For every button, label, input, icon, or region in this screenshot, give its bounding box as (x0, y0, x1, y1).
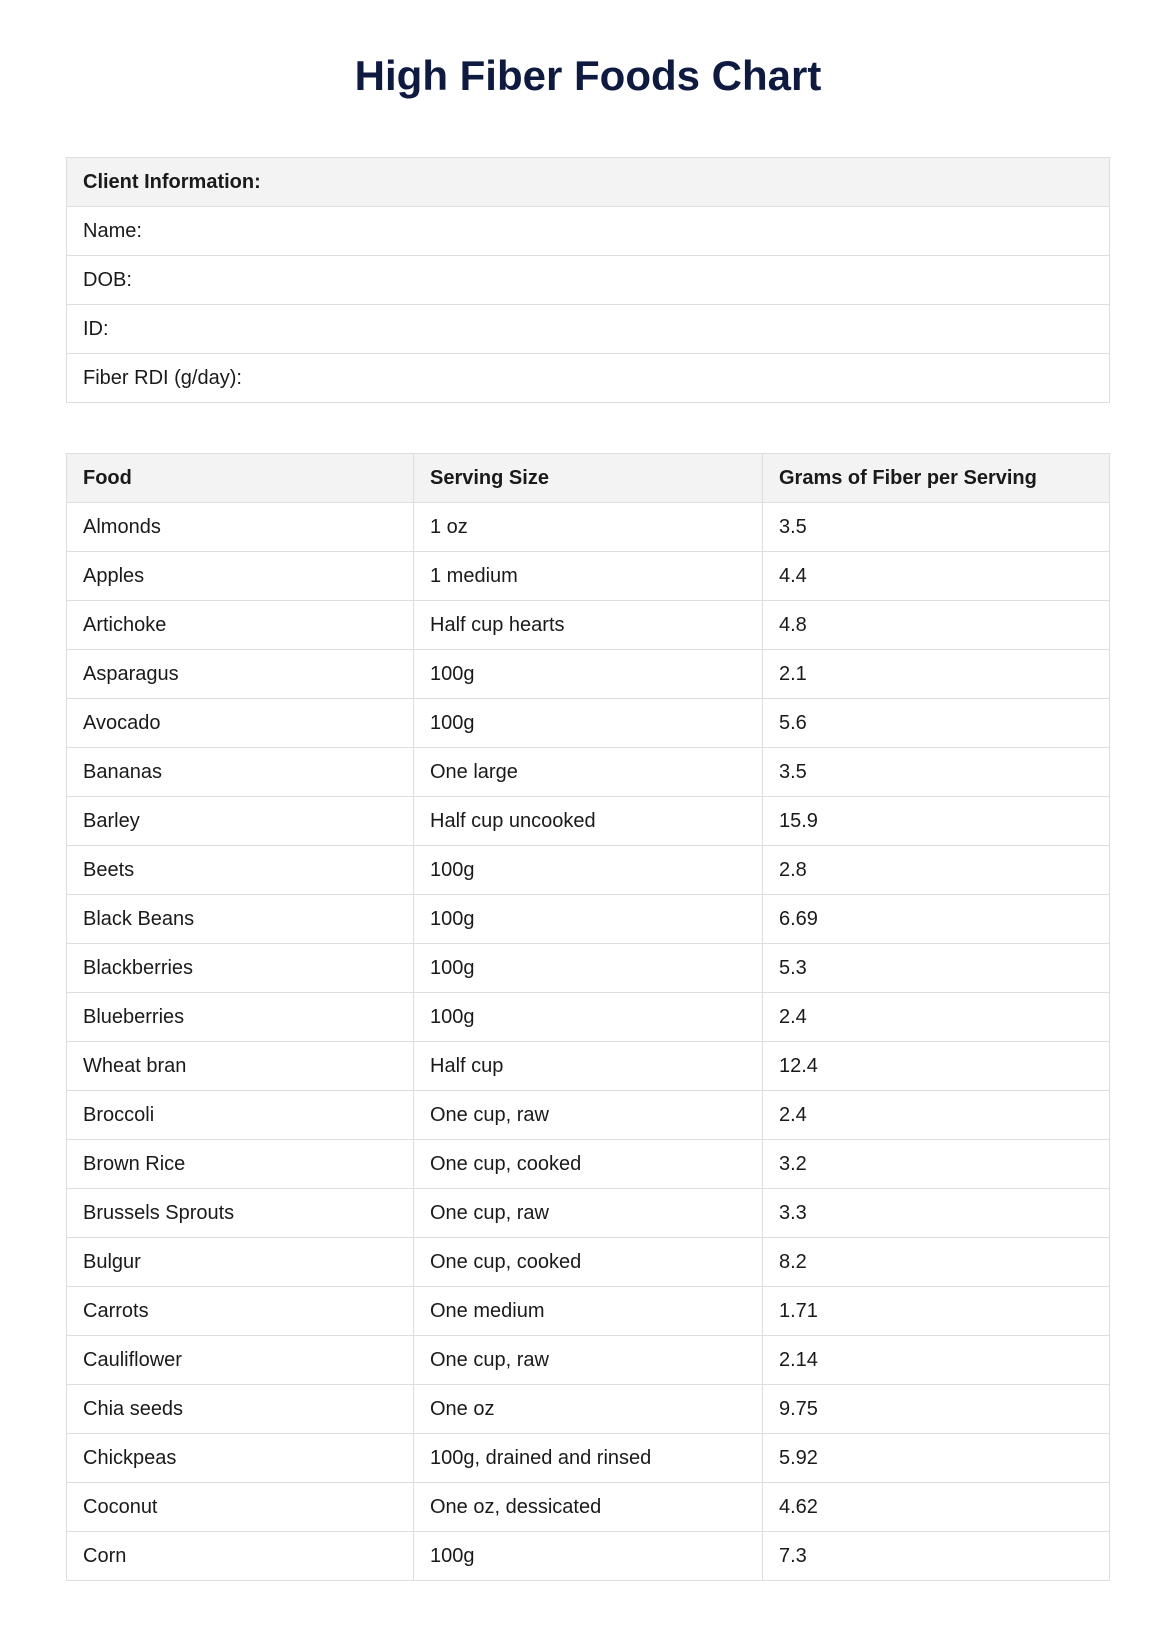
food-name: Coconut (67, 1483, 414, 1532)
fiber-grams: 2.4 (763, 1091, 1110, 1140)
fiber-grams: 2.8 (763, 846, 1110, 895)
serving-size: Half cup hearts (414, 601, 763, 650)
table-row (67, 552, 1110, 601)
fiber-grams: 6.69 (763, 895, 1110, 944)
serving-size: Half cup uncooked (414, 797, 763, 846)
serving-size: One cup, cooked (414, 1238, 763, 1287)
food-name: Asparagus (67, 650, 414, 699)
table-row (67, 1483, 1110, 1532)
fiber-grams: 4.62 (763, 1483, 1110, 1532)
fiber-grams: 4.8 (763, 601, 1110, 650)
food-name: Blackberries (67, 944, 414, 993)
serving-size: One medium (414, 1287, 763, 1336)
client-info-table (66, 157, 1110, 403)
table-row (67, 601, 1110, 650)
table-row (67, 1434, 1110, 1483)
fiber-grams: 5.6 (763, 699, 1110, 748)
serving-size: 1 medium (414, 552, 763, 601)
serving-size: 100g (414, 1532, 763, 1581)
column-header-serving-size: Serving Size (414, 454, 763, 503)
table-row (67, 1385, 1110, 1434)
table-row (67, 1532, 1110, 1581)
client-field-name[interactable]: Name: (67, 207, 1110, 256)
food-name: Cauliflower (67, 1336, 414, 1385)
food-name: Chickpeas (67, 1434, 414, 1483)
food-name: Bulgur (67, 1238, 414, 1287)
food-name: Carrots (67, 1287, 414, 1336)
table-row (67, 797, 1110, 846)
serving-size: Half cup (414, 1042, 763, 1091)
table-row (67, 1042, 1110, 1091)
serving-size: 100g (414, 993, 763, 1042)
food-name: Corn (67, 1532, 414, 1581)
serving-size: One oz (414, 1385, 763, 1434)
client-field-id[interactable]: ID: (67, 305, 1110, 354)
serving-size: One cup, raw (414, 1336, 763, 1385)
table-row (67, 944, 1110, 993)
food-name: Apples (67, 552, 414, 601)
food-name: Avocado (67, 699, 414, 748)
fiber-grams: 2.4 (763, 993, 1110, 1042)
table-row (67, 993, 1110, 1042)
fiber-foods-table (66, 453, 1110, 1581)
serving-size: 100g, drained and rinsed (414, 1434, 763, 1483)
fiber-grams: 5.3 (763, 944, 1110, 993)
food-name: Black Beans (67, 895, 414, 944)
serving-size: 100g (414, 846, 763, 895)
column-header-food: Food (67, 454, 414, 503)
serving-size: One large (414, 748, 763, 797)
fiber-grams: 12.4 (763, 1042, 1110, 1091)
column-header-fiber-grams: Grams of Fiber per Serving (763, 454, 1110, 503)
table-row (67, 1091, 1110, 1140)
client-field-fiber-rdi[interactable]: Fiber RDI (g/day): (67, 354, 1110, 403)
fiber-grams: 1.71 (763, 1287, 1110, 1336)
serving-size: One cup, raw (414, 1189, 763, 1238)
serving-size: 100g (414, 699, 763, 748)
fiber-grams: 9.75 (763, 1385, 1110, 1434)
fiber-grams: 2.14 (763, 1336, 1110, 1385)
table-row (67, 1189, 1110, 1238)
page-title: High Fiber Foods Chart (354, 52, 822, 99)
serving-size: 1 oz (414, 503, 763, 552)
food-name: Wheat bran (67, 1042, 414, 1091)
serving-size: One cup, cooked (414, 1140, 763, 1189)
fiber-grams: 5.92 (763, 1434, 1110, 1483)
table-row (67, 1336, 1110, 1385)
serving-size: 100g (414, 650, 763, 699)
fiber-grams: 4.4 (763, 552, 1110, 601)
table-row (67, 503, 1110, 552)
food-name: Brussels Sprouts (67, 1189, 414, 1238)
fiber-grams: 3.5 (763, 503, 1110, 552)
client-info-header: Client Information: (67, 158, 1110, 207)
table-row (67, 1287, 1110, 1336)
table-row (67, 650, 1110, 699)
serving-size: 100g (414, 944, 763, 993)
food-name: Barley (67, 797, 414, 846)
food-name: Brown Rice (67, 1140, 414, 1189)
table-row (67, 748, 1110, 797)
table-row (67, 699, 1110, 748)
table-row (67, 1238, 1110, 1287)
table-row (67, 1140, 1110, 1189)
food-name: Artichoke (67, 601, 414, 650)
food-name: Bananas (67, 748, 414, 797)
client-field-dob[interactable]: DOB: (67, 256, 1110, 305)
food-name: Almonds (67, 503, 414, 552)
food-name: Beets (67, 846, 414, 895)
serving-size: One cup, raw (414, 1091, 763, 1140)
fiber-grams: 3.3 (763, 1189, 1110, 1238)
table-row (67, 895, 1110, 944)
fiber-grams: 3.2 (763, 1140, 1110, 1189)
fiber-grams: 15.9 (763, 797, 1110, 846)
table-row (67, 846, 1110, 895)
serving-size: 100g (414, 895, 763, 944)
serving-size: One oz, dessicated (414, 1483, 763, 1532)
fiber-grams: 7.3 (763, 1532, 1110, 1581)
food-name: Blueberries (67, 993, 414, 1042)
fiber-grams: 2.1 (763, 650, 1110, 699)
fiber-grams: 8.2 (763, 1238, 1110, 1287)
food-name: Broccoli (67, 1091, 414, 1140)
food-name: Chia seeds (67, 1385, 414, 1434)
fiber-grams: 3.5 (763, 748, 1110, 797)
